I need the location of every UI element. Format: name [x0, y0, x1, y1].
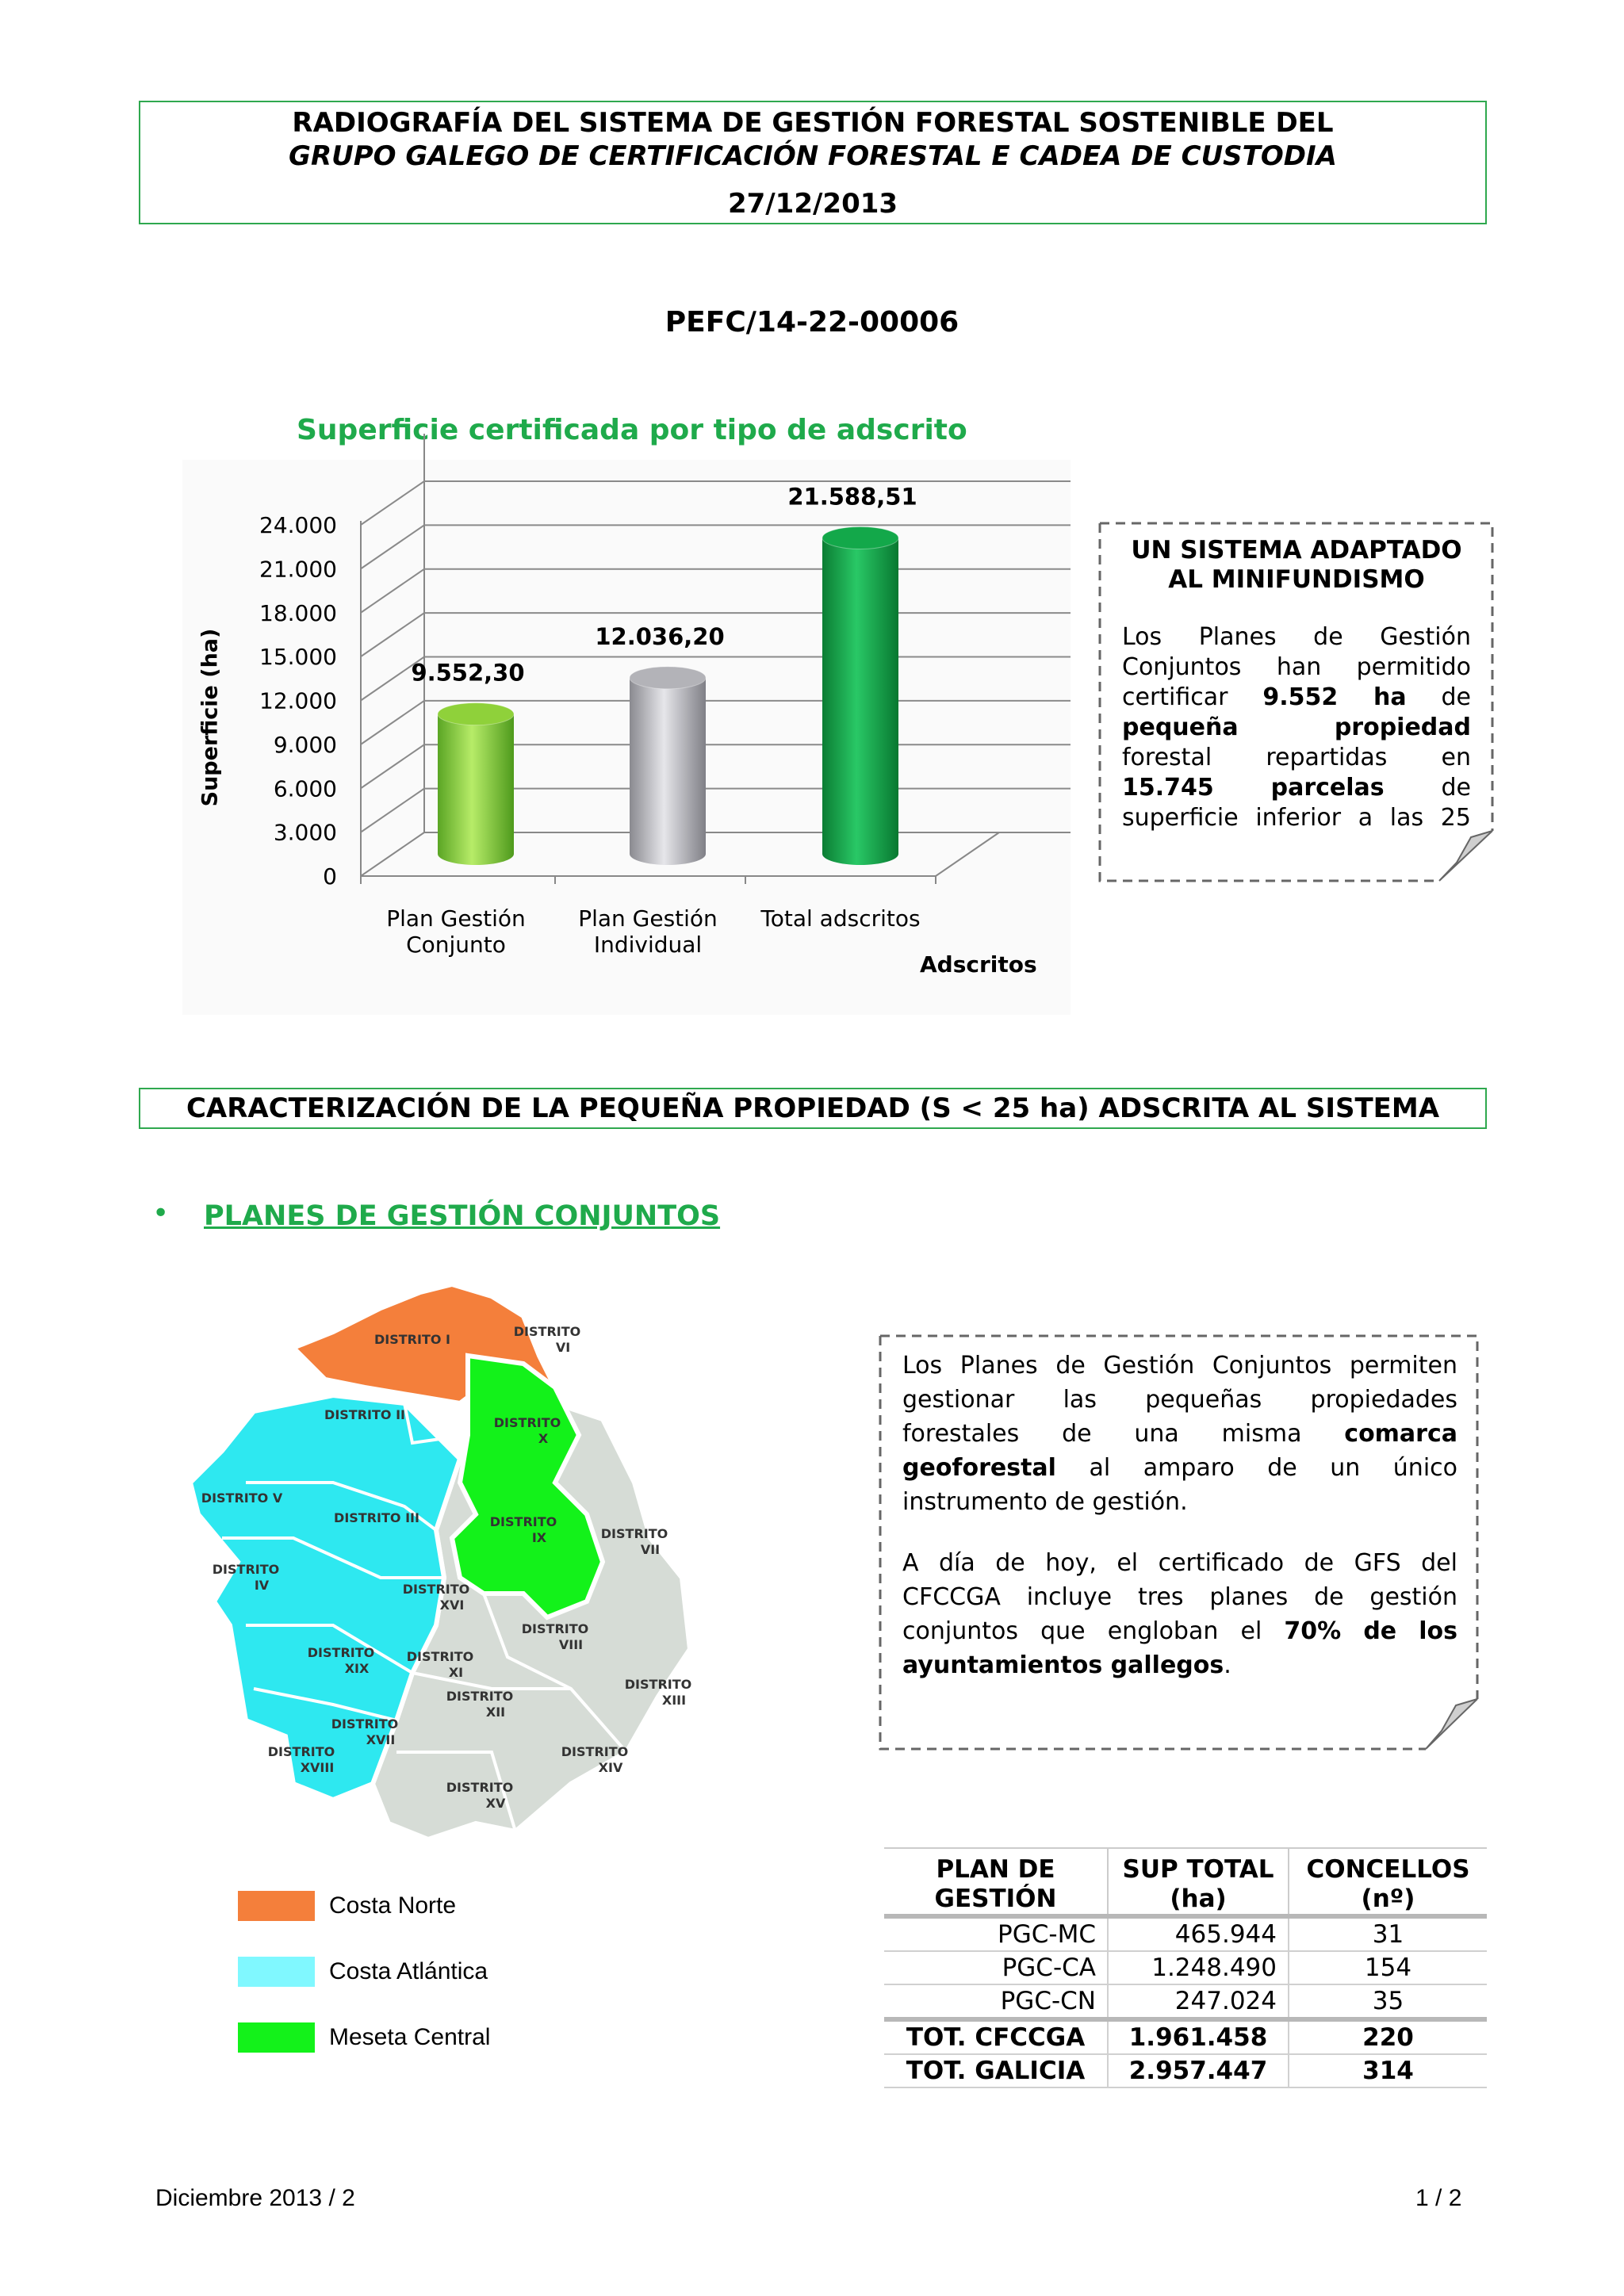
district-label: DISTRITO — [406, 1649, 474, 1664]
table-cell: 1.961.458 — [1108, 2019, 1289, 2054]
header-title-line1: RADIOGRAFÍA DEL SISTEMA DE GESTIÓN FORESTAL SOSTENIBLE DEL — [292, 107, 1334, 139]
district-numeral: VIII — [558, 1637, 584, 1652]
district-numeral: XVII — [366, 1732, 396, 1747]
y-tick-label: 18.000 — [259, 599, 337, 626]
district-label: DISTRITO V — [201, 1490, 283, 1506]
bar-top — [822, 527, 898, 549]
y-tick-label: 3.000 — [273, 819, 337, 846]
table-header-concellos: CONCELLOS (nº) — [1306, 1855, 1470, 1913]
district-numeral: XI — [448, 1665, 464, 1680]
legend-label: Costa Atlántica — [329, 1958, 488, 1984]
district-label: DISTRITO — [600, 1526, 668, 1541]
gridline — [361, 525, 1071, 568]
gridline — [361, 569, 1071, 613]
callout2-body: Los Planes de Gestión Conjuntos permiten gestionar las pequeñas propiedades forestales de una misma comarca geoforestal al amparo de un único instrumento de gestión. A día de hoy, el certificado de GFS del CFCCGA incluye tres planes de gestión conjuntos que engloban el 70% de los ayuntamientos gallegos. — [902, 1352, 1458, 1679]
table-cell: 35 — [1372, 1987, 1404, 2015]
table-row — [884, 1951, 1487, 1984]
district-numeral: XVIII — [300, 1760, 335, 1775]
district-label: DISTRITO II — [324, 1407, 405, 1422]
district-label: DISTRITO — [489, 1514, 557, 1529]
table-cell: PGC-MC — [884, 1919, 1108, 1951]
district-label: DISTRITO — [307, 1645, 375, 1660]
table-cell: 31 — [1372, 1920, 1404, 1949]
x-category-label: Total adscritos — [760, 905, 921, 932]
district-numeral: XII — [485, 1705, 506, 1720]
district-numeral: IX — [531, 1530, 547, 1545]
legend-swatch — [238, 2022, 315, 2053]
callout1-title-line1: UN SISTEMA ADAPTADO — [1131, 536, 1462, 564]
district-label: DISTRITO III — [334, 1510, 419, 1525]
x-category-label: Plan Gestión — [386, 905, 526, 932]
district-label: DISTRITO — [446, 1780, 514, 1795]
table-cell: 314 — [1362, 2057, 1414, 2085]
chart-ylabel: Superficie (ha) — [197, 628, 223, 807]
table-row — [884, 1984, 1487, 2019]
table-cell: 154 — [1364, 1954, 1412, 1982]
district-numeral: XIII — [661, 1693, 687, 1708]
district-label: DISTRITO — [331, 1716, 399, 1732]
summary-table — [884, 1847, 1487, 2088]
district-label: DISTRITO — [212, 1562, 280, 1577]
certificate-code: PEFC/14-22-00006 — [665, 306, 959, 339]
y-tick-label: 9.000 — [273, 731, 337, 758]
y-tick-label: 21.000 — [259, 556, 337, 583]
district-numeral: IV — [254, 1578, 270, 1593]
map-legend — [238, 1891, 555, 2081]
callout1-body: Los Planes de Gestión Conjuntos han permitido certificar 9.552 ha de pequeña propiedad forestal repartidas en 15.745 parcelas de superficie inferior a las 25 — [1122, 623, 1471, 832]
district-numeral: VI — [555, 1340, 571, 1355]
y-tick-label: 0 — [323, 863, 337, 890]
district-numeral: VII — [640, 1542, 661, 1557]
bar-body — [438, 714, 514, 854]
table-cell: 247.024 — [1108, 1984, 1289, 2019]
district-label: DISTRITO — [561, 1744, 629, 1759]
y-tick-label: 6.000 — [273, 775, 337, 802]
table-cell: TOT. CFCCGA — [884, 2019, 1108, 2054]
district-label: DISTRITO — [624, 1677, 692, 1692]
table-cell: 220 — [1362, 2023, 1414, 2052]
bar-value-label: 9.552,30 — [411, 659, 525, 687]
district-label: DISTRITO — [402, 1582, 470, 1597]
district-label: DISTRITO — [521, 1621, 589, 1636]
x-category-label-line2: Individual — [593, 932, 703, 958]
legend-swatch — [238, 1957, 315, 1987]
gridline — [361, 481, 1071, 525]
bar-body — [630, 678, 706, 854]
bar-value-label: 12.036,20 — [595, 622, 725, 650]
footer-page-number: 1 / 2 — [1415, 2185, 1462, 2211]
district-label: DISTRITO I — [374, 1332, 450, 1347]
bar-2 — [822, 527, 898, 865]
district-numeral: X — [538, 1431, 549, 1446]
callout1-title-line2: AL MINIFUNDISMO — [1168, 565, 1425, 594]
callout-planes — [879, 1334, 1480, 1751]
table-cell: 1.248.490 — [1108, 1951, 1289, 1984]
bar-base — [630, 843, 706, 865]
bar-base — [822, 843, 898, 865]
chart-back-wall — [424, 434, 1071, 832]
section-title: CARACTERIZACIÓN DE LA PEQUEÑA PROPIEDAD (S < 25 ha) ADSCRITA AL SISTEMA — [139, 1088, 1487, 1129]
bullet-glyph: • — [152, 1197, 170, 1230]
bar-value-label: 21.588,51 — [787, 483, 917, 511]
callout-minifundismo — [1098, 522, 1495, 883]
legend-swatch — [238, 1891, 315, 1921]
district-numeral: XV — [485, 1796, 506, 1811]
table-cell: PGC-CA — [884, 1951, 1108, 1984]
bar-0 — [438, 703, 514, 865]
table-total-row — [884, 2019, 1487, 2054]
district-label: DISTRITO — [446, 1689, 514, 1704]
table-row — [884, 1919, 1487, 1951]
bar-top — [630, 667, 706, 689]
legend-label: Costa Norte — [329, 1892, 457, 1919]
header-date: 27/12/2013 — [727, 188, 898, 220]
bar-body — [822, 538, 898, 854]
district-numeral: XIV — [598, 1760, 623, 1775]
table-header-sup: SUP TOTAL (ha) — [1108, 1848, 1289, 1914]
district-label: DISTRITO — [493, 1415, 561, 1430]
table-cell: 465.944 — [1108, 1919, 1289, 1951]
table-header-plan: PLAN DE GESTIÓN — [884, 1848, 1108, 1914]
chart-title: Superficie certificada por tipo de adscrito — [297, 414, 967, 446]
district-label: DISTRITO — [513, 1324, 581, 1339]
table-cell: TOT. GALICIA — [884, 2054, 1108, 2087]
footer-left: Diciembre 2013 / 2 — [155, 2185, 355, 2211]
table-total-row — [884, 2054, 1487, 2087]
district-label: DISTRITO — [267, 1744, 335, 1759]
y-tick-label: 24.000 — [259, 512, 337, 538]
bar-1 — [630, 667, 706, 865]
district-numeral: XIX — [344, 1661, 370, 1676]
district-numeral: XVI — [439, 1598, 465, 1613]
legend-label: Meseta Central — [329, 2024, 491, 2050]
y-tick-label: 15.000 — [259, 644, 337, 671]
bar-top — [438, 703, 514, 725]
table-cell: 2.957.447 — [1108, 2054, 1289, 2087]
y-tick-label: 12.000 — [259, 687, 337, 714]
bullet-heading: PLANES DE GESTIÓN CONJUNTOS — [204, 1200, 721, 1232]
table-cell: PGC-CN — [884, 1984, 1108, 2019]
bar-base — [438, 843, 514, 865]
galicia-district-map — [174, 1276, 730, 1847]
chart-side-wall — [361, 521, 424, 876]
chart-xlabel: Adscritos — [920, 951, 1037, 978]
header-title-line2: GRUPO GALEGO DE CERTIFICACIÓN FORESTAL E CADEA DE CUSTODIA — [289, 140, 1337, 172]
x-category-label: Plan Gestión — [578, 905, 718, 932]
x-category-label-line2: Conjunto — [406, 932, 506, 958]
